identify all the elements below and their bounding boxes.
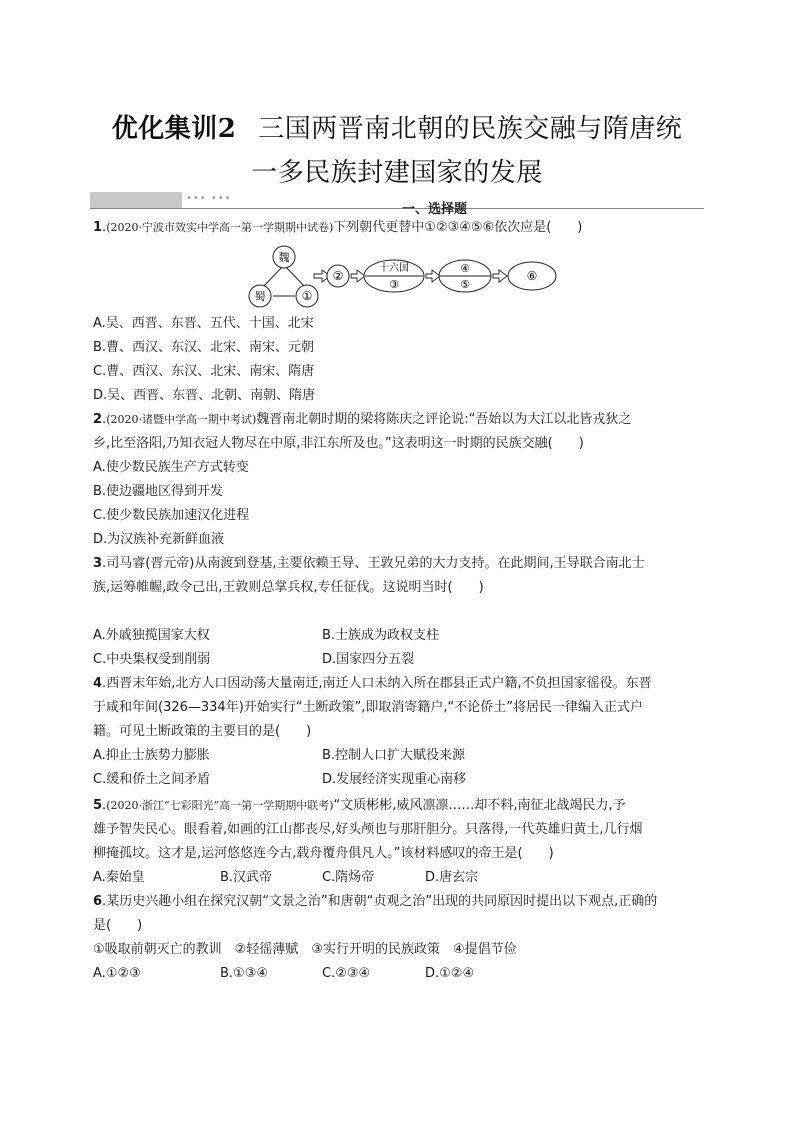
q4-option-d: D.发展经济实现重心南移 [322, 772, 467, 787]
q5-option-c: C.隋炀帝 [322, 870, 375, 885]
q1-option-c: C.曹、西汉、东汉、北宋、南宋、隋唐 [93, 364, 315, 379]
q1-option-a: A.吴、西晋、东晋、五代、十国、北宋 [93, 316, 314, 331]
label-6: ⑥ [526, 269, 538, 283]
dynasty-diagram [238, 244, 558, 312]
question-source: (2020·浙江“七彩阳光”高一第一学期期中联考) [106, 799, 334, 812]
question-text-line1: 某历史兴趣小组在探究汉朝“文景之治”和唐朝“贞观之治”出现的共同原因时提出以下观点,正确的 [106, 894, 658, 909]
question-2: 2.(2020·诸暨中学高一期中考试)魏晋南北朝时期的梁将陈庆之评论说:“吾始以为大江以北皆戎狄之 乡,比至洛阳,乃知衣冠人物尽在中原,非江东所及也。”这表明这一时期的民族交融( ) [93, 412, 632, 451]
node-4-5 [439, 260, 491, 292]
section-tab-decoration [90, 192, 182, 208]
label-3: ③ [389, 278, 399, 291]
question-6: 6.某历史兴趣小组在探究汉朝“文景之治”和唐朝“贞观之治”出现的共同原因时提出以下观点,正确的 是( ) [93, 894, 658, 933]
node-6 [508, 262, 556, 290]
question-number: 2 [93, 412, 103, 427]
q1-option-b: B.曹、西汉、东汉、北宋、南宋、元朝 [93, 340, 315, 355]
section-title: 一、选择题 [402, 202, 468, 217]
question-text-line2: 于咸和年间(326—334年)开始实行“土断政策”,即取消寄籍户,“不论侨土”将居民一律编入正式户 [93, 700, 643, 715]
question-text-line1: 司马睿(晋元帝)从南渡到登基,主要依赖王导、王敦兄弟的大力支持。在此期间,王导联合南北士 [106, 556, 645, 571]
question-text-line3: 籍。可见土断政策的主要目的是( ) [93, 724, 312, 739]
q4-option-c: C.缓和侨土之间矛盾 [93, 772, 211, 787]
q6-option-b: B.①③④ [220, 966, 269, 981]
question-text-line2: 族,运筹帷幄,政令己出,王敦则总掌兵权,专任征伐。这说明当时( ) [93, 580, 484, 595]
q6-statements: ①吸取前朝灭亡的教训 ②轻徭薄赋 ③实行开明的民族政策 ④提倡节俭 [93, 942, 517, 957]
arrow-3 [426, 270, 440, 282]
question-text-line2: 雄予智失民心。眼看着,如画的江山都丧尽,好头颅也与那肝胆分。只落得,一代英雄归黄土,几行烟 [93, 822, 643, 837]
label-shu: 蜀 [254, 290, 266, 303]
node-wei [273, 246, 295, 268]
q5-option-a: A.秦始皇 [93, 870, 145, 885]
question-4: 4.西晋末年始,北方人口因动荡大量南迁,南迁人口未纳入所在郡县正式户籍,不负担国家徭役。东晋 于咸和年间(326—334年)开始实行“土断政策”,即取消寄籍户,“不论侨土”将居民一律编入正式户 籍。可见土断政策的主要目的是( ) [93, 676, 652, 739]
q5-option-b: B.汉武帝 [220, 870, 273, 885]
question-number: 3 [93, 556, 103, 571]
question-number: 6 [93, 894, 103, 909]
question-text-line2: 是( ) [93, 918, 143, 933]
q4-option-b: B.控制人口扩大赋役来源 [322, 748, 466, 763]
question-text-line1: 西晋末年始,北方人口因动荡大量南迁,南迁人口未纳入所在郡县正式户籍,不负担国家徭役。东晋 [106, 676, 652, 691]
title-text-line1: 三国两晋南北朝的民族交融与隋唐统 [258, 114, 683, 144]
question-3: 3.司马睿(晋元帝)从南渡到登基,主要依赖王导、王敦兄弟的大力支持。在此期间,王导联合南北士 族,运筹帷幄,政令己出,王敦则总掌兵权,专任征伐。这说明当时( ) [93, 556, 645, 595]
node-1 [296, 285, 318, 307]
q4-option-a: A.抑止士族势力膨胀 [93, 748, 210, 763]
label-4: ④ [460, 262, 470, 275]
q3-option-d: D.国家四分五裂 [322, 652, 415, 667]
q2-option-b: B.使边疆地区得到开发 [93, 484, 224, 499]
q2-option-a: A.使少数民族生产方式转变 [93, 460, 249, 475]
node-sixteen-kingdoms [364, 260, 424, 292]
q3-option-a: A.外戚独揽国家大权 [93, 628, 210, 643]
page-title-line1 [0, 108, 794, 145]
q6-option-d: D.①②④ [425, 966, 475, 981]
question-text: 下列朝代更替中①②③④⑤⑥依次应是( ) [333, 220, 583, 235]
q6-option-c: C.②③④ [322, 966, 371, 981]
question-number: 1 [93, 220, 103, 235]
question-text-line1: “文质彬彬,威风凛凛……却不料,南征北战竭民力,予 [333, 798, 626, 813]
question-text-line3: 柳掩孤坟。这才是,运河悠悠连今古,载舟覆舟俱凡人。”该材料感叹的帝王是( ) [93, 846, 554, 861]
q5-option-d: D.唐玄宗 [425, 870, 479, 885]
question-text-line1: 魏晋南北朝时期的梁将陈庆之评论说:“吾始以为大江以北皆戎狄之 [256, 412, 632, 427]
q1-option-d: D.吴、西晋、东晋、北朝、南朝、隋唐 [93, 388, 316, 403]
title-collection-label: 优化集训2 [111, 114, 237, 144]
section-dots: ••• ••• [186, 193, 232, 204]
label-1: ① [301, 289, 313, 303]
page-title-line2: 一多民族封建国家的发展 [251, 158, 543, 188]
arrow-2 [351, 270, 365, 282]
label-sixteen-kingdoms: 十六国 [379, 263, 409, 274]
node-shu [249, 285, 271, 307]
label-5: ⑤ [460, 278, 470, 291]
question-5: 5.(2020·浙江“七彩阳光”高一第一学期期中联考)“文质彬彬,威风凛凛……却不料,南征北战竭民力,予 雄予智失民心。眼看着,如画的江山都丧尽,好头颅也与那肝胆分。只落得,一代英雄归黄土,几行烟 柳掩孤坟。这才是,运河悠悠连今古,载舟覆舟俱凡人。”该材料感叹的帝王是( ) [93, 798, 643, 861]
q2-option-c: C.使少数民族加速汉化进程 [93, 508, 250, 523]
question-1: 1.(2020·宁波市效实中学高一第一学期期中试卷)下列朝代更替中①②③④⑤⑥依次应是( ) [93, 220, 583, 235]
node-2 [327, 265, 349, 287]
arrow-4 [493, 270, 507, 282]
q6-option-a: A.①②③ [93, 966, 141, 981]
question-source: (2020·宁波市效实中学高一第一学期期中试卷) [106, 221, 334, 234]
q3-option-b: B.士族成为政权支柱 [322, 628, 440, 643]
question-number: 4 [93, 676, 103, 691]
q2-option-d: D.为汉族补充新鲜血液 [93, 532, 225, 547]
question-text-line2: 乡,比至洛阳,乃知衣冠人物尽在中原,非江东所及也。”这表明这一时期的民族交融( ) [93, 436, 584, 451]
q3-option-c: C.中央集权受到削弱 [93, 652, 211, 667]
question-number: 5 [93, 798, 103, 813]
section-divider [90, 208, 704, 209]
label-wei: 魏 [278, 251, 290, 264]
label-2: ② [332, 269, 344, 283]
question-source: (2020·诸暨中学高一期中考试) [106, 413, 257, 426]
